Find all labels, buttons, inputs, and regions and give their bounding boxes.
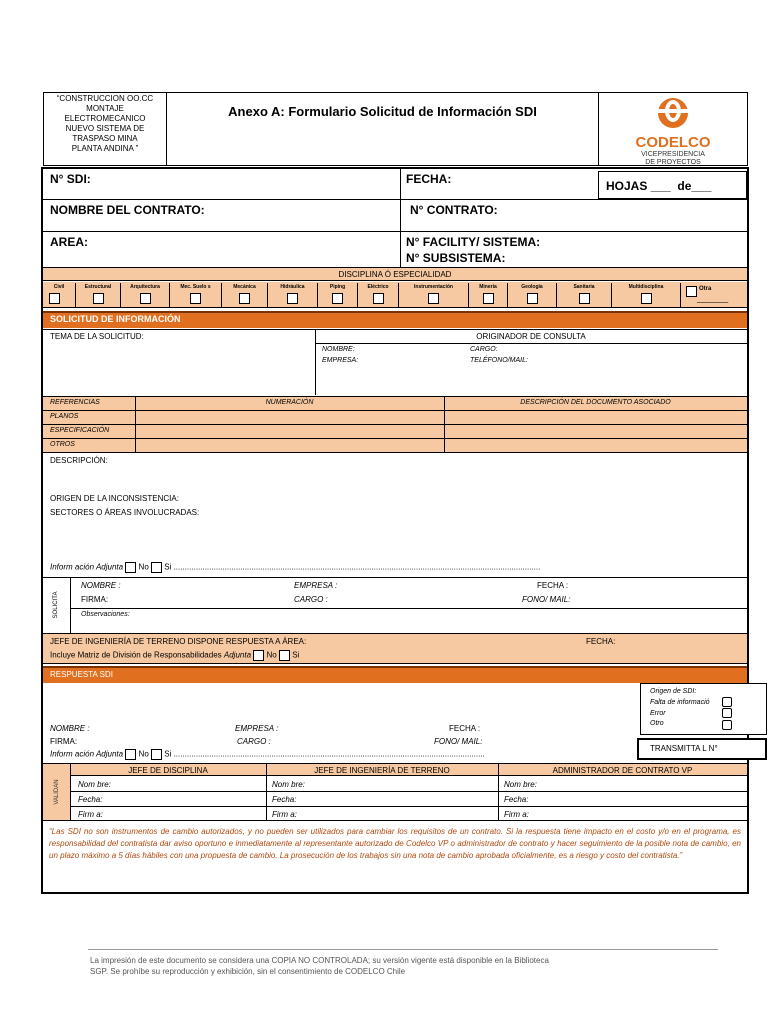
disciplina-checkbox[interactable] [190, 293, 201, 304]
origen-otro-checkbox[interactable] [722, 720, 732, 730]
solicita-cargo: CARGO : [294, 595, 328, 604]
validan-fecha: Fecha: [504, 795, 529, 804]
jefe-dispone-label: JEFE DE INGENIERÍA DE TERRENO DISPONE RESPUESTA A ÁREA: [50, 637, 307, 646]
originador-title: ORIGINADOR DE CONSULTA [476, 332, 586, 341]
disciplina-option-label: Civil [53, 284, 65, 290]
ref-row-otros: OTROS [50, 441, 75, 448]
respuesta-empresa: EMPRESA : [235, 724, 279, 733]
origen-otro-label: Otro [650, 720, 664, 727]
matriz-no-label: No [266, 650, 277, 660]
matriz-adjunta: Adjunta [223, 650, 252, 660]
adjunta-si-label: Si ..................................................................................................................................................................... [164, 562, 541, 572]
disciplina-option[interactable] [121, 283, 170, 308]
solicita-firma: FIRMA: [81, 595, 109, 604]
project-line: PLANTA ANDINA ” [71, 144, 139, 153]
disciplina-checkbox[interactable] [93, 293, 104, 304]
disciplina-option-label: Estructural [84, 284, 112, 290]
disciplina-option-label: Eléctrico [367, 284, 389, 290]
disciplina-title: DISCIPLINA Ó ESPECIALIDAD [338, 270, 452, 279]
disciplina-checkbox[interactable] [332, 293, 343, 304]
descripcion-label: DESCRIPCIÓN: [50, 456, 108, 465]
solicita-empresa: EMPRESA : [294, 581, 338, 590]
matriz-si-checkbox[interactable] [279, 650, 290, 661]
disciplina-option[interactable] [399, 283, 469, 308]
validan-fecha: Fecha: [272, 795, 297, 804]
disciplina-otra-line: _______ [697, 294, 729, 303]
jefe-dispone-fecha: FECHA: [586, 637, 616, 646]
solicitud-title: SOLICITUD DE INFORMACIÓN [50, 314, 181, 324]
footer-text-2: SGP. Se prohíbe su reproducción y exhibición, sin el consentimiento de CODELCO Chile [90, 967, 406, 976]
validan-firma: Firm a: [272, 810, 297, 819]
validan-side-label: VALIDAN [54, 779, 60, 805]
disciplina-option[interactable] [612, 283, 681, 308]
validan-header-jefe-disciplina: JEFE DE DISCIPLINA [128, 766, 208, 775]
validan-firma: Firm a: [78, 810, 103, 819]
disciplina-otra-checkbox[interactable] [686, 286, 697, 297]
disciplina-option[interactable] [43, 283, 76, 308]
disciplina-checkbox[interactable] [373, 293, 384, 304]
footer-divider [88, 949, 718, 950]
validan-fecha: Fecha: [78, 795, 103, 804]
disciplina-option-label: Hidráulica [280, 284, 305, 290]
logo-subtitle: VICEPRESIDENCIA [641, 151, 705, 158]
logo-subtitle: DE PROYECTOS [645, 159, 701, 166]
originador-cargo: CARGO: [470, 346, 498, 353]
disciplina-checkbox[interactable] [483, 293, 494, 304]
disciplina-option-label: Geología [521, 284, 543, 290]
ref-header-referencias: REFERENCIAS [50, 399, 100, 406]
disciplina-option-label: Mec. Suelo s [180, 284, 211, 290]
disciplina-checkbox[interactable] [239, 293, 250, 304]
footer-text-1: La impresión de este documento se considera una COPIA NO CONTROLADA; su versión vigente está disponible en la Biblioteca [90, 956, 549, 965]
validan-header-administrador: ADMINISTRADOR DE CONTRATO VP [552, 766, 693, 775]
origen-label: ORIGEN DE LA INCONSISTENCIA: [50, 494, 179, 503]
disciplina-option-label: Minería [479, 284, 497, 290]
respuesta-si-label: Si ............................................................................................................................................ [164, 749, 485, 759]
origen-falta-checkbox[interactable] [722, 697, 732, 707]
matriz-si-label: Si [292, 650, 300, 660]
solicita-fono: FONO/ MAIL: [522, 595, 571, 604]
disciplina-option[interactable] [469, 283, 508, 308]
matriz-no-checkbox[interactable] [253, 650, 264, 661]
adjunta-no-checkbox[interactable] [125, 562, 136, 573]
disciplina-option[interactable] [76, 283, 121, 308]
solicita-nombre: NOMBRE : [81, 581, 121, 590]
disciplina-option[interactable] [358, 283, 399, 308]
respuesta-header [43, 666, 747, 683]
adjunta-row [50, 562, 540, 573]
solicita-side-label: SOLICITA [53, 591, 59, 619]
disciplina-checkbox[interactable] [428, 293, 439, 304]
validan-header-jefe-terreno: JEFE DE INGENIERÍA DE TERRENO [314, 766, 450, 775]
matriz-row [50, 650, 299, 661]
disclaimer-note: “Las SDI no son instrumentos de cambio autorizados, y no pueden ser utilizados para cambiar los requisitos de un contrato. Si la respuesta tiene impacto en el costo y/o en el programa, es responsabilidad del contratista dar aviso oportuno e inmediatamente al representante autorizado de Codelco VP o administrador de contrato y hacer seguimiento de la posible nota de cambio, en un plazo máximo a 5 días hábiles con una propuesta de cambio. La prosecución de los trabajos sin una nota de cambio aprobada oficialmente, es a riesgo y costo del contratista.” [49, 827, 741, 860]
transmittal-label: TRANSMITTA L N° [650, 744, 718, 753]
disciplina-option[interactable] [170, 283, 222, 308]
disciplina-option-label: Arquitectura [130, 284, 160, 290]
disciplina-checkbox[interactable] [641, 293, 652, 304]
validan-nombre: Nom bre: [78, 780, 111, 789]
originador-empresa: EMPRESA: [322, 357, 359, 364]
hojas-label: HOJAS ___ de___ [606, 179, 712, 193]
solicita-observaciones: Observaciones: [81, 611, 130, 618]
project-line: NUEVO SISTEMA DE [65, 124, 145, 133]
respuesta-nombre: NOMBRE : [50, 724, 90, 733]
project-line: “CONSTRUCCION OO.CC [56, 94, 154, 103]
validan-firma: Firm a: [504, 810, 529, 819]
disciplina-checkbox[interactable] [140, 293, 151, 304]
disciplina-option[interactable] [508, 283, 557, 308]
ref-row-planos: PLANOS [50, 413, 79, 420]
originador-telefono: TELÉFONO/MAIL: [470, 357, 528, 364]
respuesta-fecha: FECHA : [449, 724, 481, 733]
respuesta-title: RESPUESTA SDI [50, 670, 113, 679]
disciplina-checkbox[interactable] [287, 293, 298, 304]
disciplina-checkbox[interactable] [579, 293, 590, 304]
disciplina-option-label: Mecánica [233, 284, 256, 290]
disciplina-checkbox[interactable] [49, 293, 60, 304]
respuesta-adjunta-label: Inform ación Adjunta [50, 749, 124, 759]
facility-label: N° FACILITY/ SISTEMA: [406, 235, 541, 249]
project-line: TRASPASO MINA [72, 134, 138, 143]
disciplina-otra-label: Otra [699, 286, 712, 292]
codelco-logo [598, 96, 748, 164]
project-line: ELECTROMECANICO [64, 114, 146, 123]
form-title: Anexo A: Formulario Solicitud de Información SDI [228, 104, 537, 119]
logo-name: CODELCO [635, 134, 711, 151]
respuesta-firma: FIRMA: [50, 737, 78, 746]
respuesta-no-checkbox[interactable] [125, 749, 136, 760]
origen-sdi-title: Origen de SDI: [650, 688, 697, 695]
sectores-label: SECTORES O ÁREAS INVOLUCRADAS: [50, 508, 200, 517]
tema-label: TEMA DE LA SOLICITUD: [50, 332, 144, 341]
ref-row-especificacion: ESPECIFICACIÓN [50, 427, 110, 434]
validan-nombre: Nom bre: [504, 780, 537, 789]
fecha-label: FECHA: [406, 172, 452, 186]
codelco-logo-icon [598, 96, 748, 130]
disciplina-option-label: Sanitaria [573, 284, 595, 290]
respuesta-no-label: No [138, 749, 149, 759]
disciplina-option[interactable] [222, 283, 268, 308]
origen-error-label: Error [650, 710, 666, 717]
disciplina-option[interactable] [318, 283, 358, 308]
disciplina-option[interactable] [268, 283, 318, 308]
disciplina-option-label: Instrumentación [414, 284, 453, 290]
disciplina-option[interactable] [557, 283, 612, 308]
ref-header-numeracion: NUMERACIÓN [265, 399, 314, 406]
disciplina-option-label: Multidisciplina [628, 284, 664, 290]
project-line: MONTAJE [86, 104, 124, 113]
respuesta-si-checkbox[interactable] [151, 749, 162, 760]
disciplina-otra[interactable] [683, 283, 747, 308]
adjunta-si-checkbox[interactable] [151, 562, 162, 573]
origen-falta-label: Falta de informació [650, 699, 710, 706]
validan-nombre: Nom bre: [272, 780, 305, 789]
subsystem-label: N° SUBSISTEMA: [406, 251, 506, 265]
respuesta-adjunta-row [50, 749, 485, 760]
adjunta-no-label: No [138, 562, 149, 572]
originador-nombre: NOMBRE: [322, 346, 355, 353]
project-description [45, 94, 165, 154]
origen-error-checkbox[interactable] [722, 708, 732, 718]
respuesta-cargo: CARGO : [237, 737, 271, 746]
contract-name-label: NOMBRE DEL CONTRATO: [50, 203, 205, 217]
adjunta-label: Inform ación Adjunta [50, 562, 124, 572]
disciplina-checkbox[interactable] [527, 293, 538, 304]
disciplina-option-label: Piping [329, 284, 346, 290]
ref-header-descripcion: DESCRIPCIÓN DEL DOCUMENTO ASOCIADO [520, 399, 671, 406]
respuesta-fono: FONO/ MAIL: [434, 737, 483, 746]
matriz-label: Incluye Matriz de División de Responsabilidades [50, 650, 222, 660]
sdi-number-label: N° SDI: [50, 172, 91, 186]
contract-number-label: N° CONTRATO: [410, 203, 498, 217]
area-label: AREA: [50, 235, 88, 249]
solicita-fecha: FECHA : [537, 581, 569, 590]
